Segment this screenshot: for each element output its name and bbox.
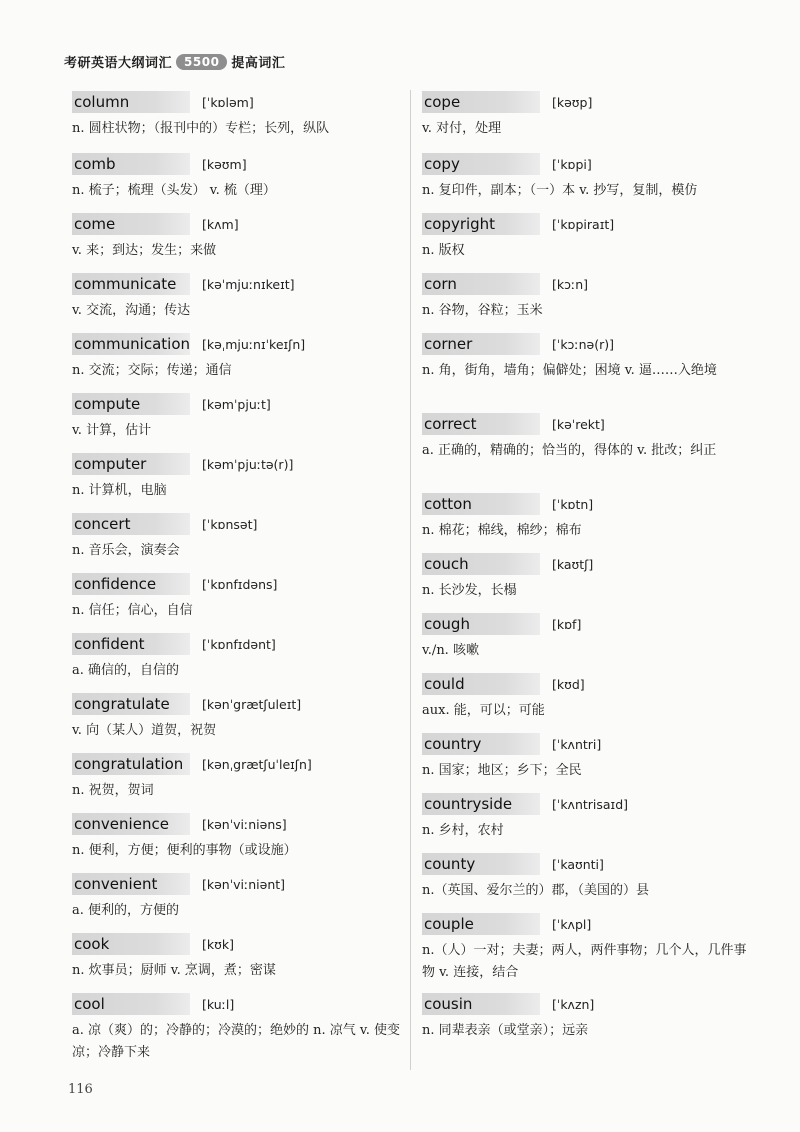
entry-head	[422, 272, 752, 296]
phonetic: [ˈkʌntri]	[552, 736, 602, 752]
page-header	[64, 52, 285, 71]
definition: v./n. 咳嗽	[422, 643, 479, 658]
vocab-entry	[72, 90, 404, 152]
phonetic: [kəˌmjuːnɪˈkeɪʃn]	[202, 336, 306, 352]
phonetic: [ˈkʌzn]	[552, 996, 595, 1012]
vocab-entry	[422, 152, 752, 212]
headword: county	[422, 853, 540, 875]
vocab-entry	[72, 152, 404, 212]
phonetic: [kəˈrekt]	[552, 416, 605, 432]
headword: couch	[422, 553, 540, 575]
phonetic: [kənˈviːniənt]	[202, 876, 286, 892]
entry-head	[422, 912, 752, 936]
vocab-entry	[422, 732, 752, 792]
phonetic: [kəʊp]	[552, 94, 593, 110]
vocab-entry	[422, 672, 752, 732]
phonetic: [ˈkɒləm]	[202, 94, 254, 110]
entry-head	[422, 672, 752, 696]
entry-head	[72, 692, 404, 716]
vocab-entry	[72, 752, 404, 812]
vocab-entry	[422, 492, 752, 552]
headword: corner	[422, 333, 540, 355]
vocab-entry	[72, 872, 404, 932]
headword: concert	[72, 513, 190, 535]
phonetic: [ˈkɒnfɪdəns]	[202, 576, 278, 592]
headword: compute	[72, 393, 190, 415]
definition: n. 便利，方便；便利的事物（或设施）	[72, 843, 297, 858]
header-title-right: 提高词汇	[231, 56, 286, 71]
definition: n. 谷物，谷粒；玉米	[422, 303, 543, 318]
definition: n. 长沙发，长榻	[422, 583, 517, 598]
entry-head	[422, 852, 752, 876]
definition: n. 计算机，电脑	[72, 483, 167, 498]
definition: n. 音乐会，演奏会	[72, 543, 180, 558]
phonetic: [kuːl]	[202, 996, 235, 1012]
headword: cousin	[422, 993, 540, 1015]
vocab-entry	[422, 912, 752, 992]
entry-head	[72, 632, 404, 656]
vocab-entry	[72, 572, 404, 632]
entry-head	[422, 332, 752, 356]
entry-head	[72, 452, 404, 476]
header-badge: 5500	[176, 54, 227, 70]
definition: a. 正确的，精确的；恰当的，得体的 v. 批改；纠正	[422, 443, 717, 458]
definition: n. 版权	[422, 243, 465, 258]
headword: could	[422, 673, 540, 695]
entry-head	[72, 572, 404, 596]
entry-head	[72, 152, 404, 176]
entry-head	[72, 212, 404, 236]
headword: cook	[72, 933, 190, 955]
definition: n. 交流；交际；传递；通信	[72, 363, 232, 378]
definition: n. 棉花；棉线，棉纱；棉布	[422, 523, 582, 538]
vocab-entry	[422, 272, 752, 332]
left-column	[72, 90, 404, 1064]
headword: convenience	[72, 813, 190, 835]
vocab-entry	[72, 332, 404, 392]
entry-head	[422, 152, 752, 176]
headword: correct	[422, 413, 540, 435]
headword: communicate	[72, 273, 190, 295]
vocab-entry	[72, 512, 404, 572]
definition: n. 炊事员；厨师 v. 烹调，煮；密谋	[72, 963, 276, 978]
vocab-entry	[422, 332, 752, 412]
header-title-left: 考研英语大纲词汇	[64, 56, 173, 71]
definition: n. 复印件，副本；（一）本 v. 抄写，复制，模仿	[422, 183, 698, 198]
headword: confidence	[72, 573, 190, 595]
vocab-entry	[422, 612, 752, 672]
definition: v. 交流，沟通；传达	[72, 303, 191, 318]
headword: copy	[422, 153, 540, 175]
phonetic: [kənˈviːniəns]	[202, 816, 287, 832]
definition: v. 向（某人）道贺，祝贺	[72, 723, 217, 738]
entry-head	[72, 512, 404, 536]
vocab-entry	[72, 452, 404, 512]
vocab-entry	[72, 272, 404, 332]
vocab-entry	[72, 992, 404, 1064]
phonetic: [kəmˈpjuːt]	[202, 396, 271, 412]
phonetic: [kənˈgrætʃuleɪt]	[202, 696, 302, 712]
phonetic: [ˈkɒtn]	[552, 496, 594, 512]
definition: v. 来；到达；发生；来做	[72, 243, 217, 258]
definition: n. 信任；信心，自信	[72, 603, 193, 618]
headword: cotton	[422, 493, 540, 515]
column-divider	[410, 90, 411, 1070]
phonetic: [kənˌgrætʃuˈleɪʃn]	[202, 756, 312, 772]
headword: communication	[74, 335, 191, 353]
headword: country	[422, 733, 540, 755]
vocab-entry	[422, 792, 752, 852]
entry-head	[72, 392, 404, 416]
vocab-entry	[72, 932, 404, 992]
phonetic: [kəmˈpjuːtə(r)]	[202, 456, 294, 472]
headword: cool	[72, 993, 190, 1015]
vocab-entry	[422, 412, 752, 492]
entry-head	[72, 872, 404, 896]
definition: n. 乡村，农村	[422, 823, 504, 838]
vocab-entry	[72, 692, 404, 752]
entry-head	[422, 612, 752, 636]
phonetic: [ˈkɒnfɪdənt]	[202, 636, 276, 652]
entry-head	[422, 212, 752, 236]
vocab-entry	[422, 90, 752, 152]
phonetic: [kʌm]	[202, 216, 239, 232]
entry-head	[72, 332, 404, 356]
headword: couple	[422, 913, 540, 935]
phonetic: [kɒf]	[552, 616, 582, 632]
vocab-entry	[72, 632, 404, 692]
definition: n.（人）一对；夫妻；两人，两件事物；几个人，几件事物 v. 连接，结合	[422, 943, 747, 980]
headword: come	[72, 213, 190, 235]
phonetic: [kʊd]	[552, 676, 585, 692]
page-number: 116	[68, 1082, 93, 1097]
definition: a. 确信的，自信的	[72, 663, 180, 678]
headword: congratulate	[72, 693, 190, 715]
phonetic: [ˈkɒnsət]	[202, 516, 258, 532]
vocab-entry	[422, 852, 752, 912]
phonetic: [ˈkʌntrisaɪd]	[552, 796, 629, 812]
entry-head	[422, 412, 752, 436]
definition: n. 祝贺，贺词	[72, 783, 154, 798]
headword: cope	[422, 91, 540, 113]
headword: cough	[422, 613, 540, 635]
definition: a. 便利的，方便的	[72, 903, 180, 918]
entry-head	[72, 90, 404, 114]
entry-head	[72, 812, 404, 836]
phonetic: [kɔːn]	[552, 276, 588, 292]
definition: a. 凉（爽）的；冷静的；冷漠的；绝妙的 n. 凉气 v. 使变凉；冷静下来	[72, 1023, 400, 1060]
phonetic: [ˈkaʊnti]	[552, 856, 604, 872]
definition: v. 对付，处理	[422, 121, 502, 136]
vocab-entry	[72, 392, 404, 452]
entry-head	[422, 90, 752, 114]
entry-head	[72, 272, 404, 296]
phonetic: [kʊk]	[202, 936, 234, 952]
phonetic: [ˈkɔːnə(r)]	[552, 336, 615, 352]
vocab-entry	[72, 812, 404, 872]
headword: comb	[72, 153, 190, 175]
entry-head	[72, 992, 404, 1016]
entry-head	[422, 552, 752, 576]
definition: n. 圆柱状物；（报刊中的）专栏；长列，纵队	[72, 121, 330, 136]
entry-head	[422, 732, 752, 756]
definition: n. 角，街角，墙角；偏僻处；困境 v. 逼……入绝境	[422, 363, 717, 378]
entry-head	[72, 932, 404, 956]
right-column	[422, 90, 752, 1052]
phonetic: [ˈkɒpiraɪt]	[552, 216, 615, 232]
headword: convenient	[72, 873, 190, 895]
vocab-entry	[72, 212, 404, 272]
definition: n. 同辈表亲（或堂亲）；远亲	[422, 1023, 589, 1038]
definition: n. 梳子；梳理（头发） v. 梳（理）	[72, 183, 276, 198]
entry-head	[422, 492, 752, 516]
entry-head	[422, 792, 752, 816]
vocab-entry	[422, 552, 752, 612]
phonetic: [ˈkɒpi]	[552, 156, 592, 172]
headword: confident	[72, 633, 190, 655]
phonetic: [ˈkʌpl]	[552, 916, 592, 932]
headword: computer	[72, 453, 190, 475]
entry-head	[422, 992, 752, 1016]
entry-head	[72, 752, 404, 776]
headword: congratulation	[72, 753, 190, 775]
headword: corn	[422, 273, 540, 295]
definition: v. 计算，估计	[72, 423, 152, 438]
vocab-entry	[422, 992, 752, 1052]
definition: aux. 能，可以；可能	[422, 703, 545, 718]
definition: n.（英国、爱尔兰的）郡，（美国的）县	[422, 883, 650, 898]
headword: column	[72, 91, 190, 113]
phonetic: [kaʊtʃ]	[552, 556, 594, 572]
headword: countryside	[422, 793, 540, 815]
vocab-entry	[422, 212, 752, 272]
definition: n. 国家；地区；乡下；全民	[422, 763, 582, 778]
phonetic: [kəˈmjuːnɪkeɪt]	[202, 276, 295, 292]
headword: copyright	[422, 213, 540, 235]
phonetic: [kəʊm]	[202, 156, 247, 172]
